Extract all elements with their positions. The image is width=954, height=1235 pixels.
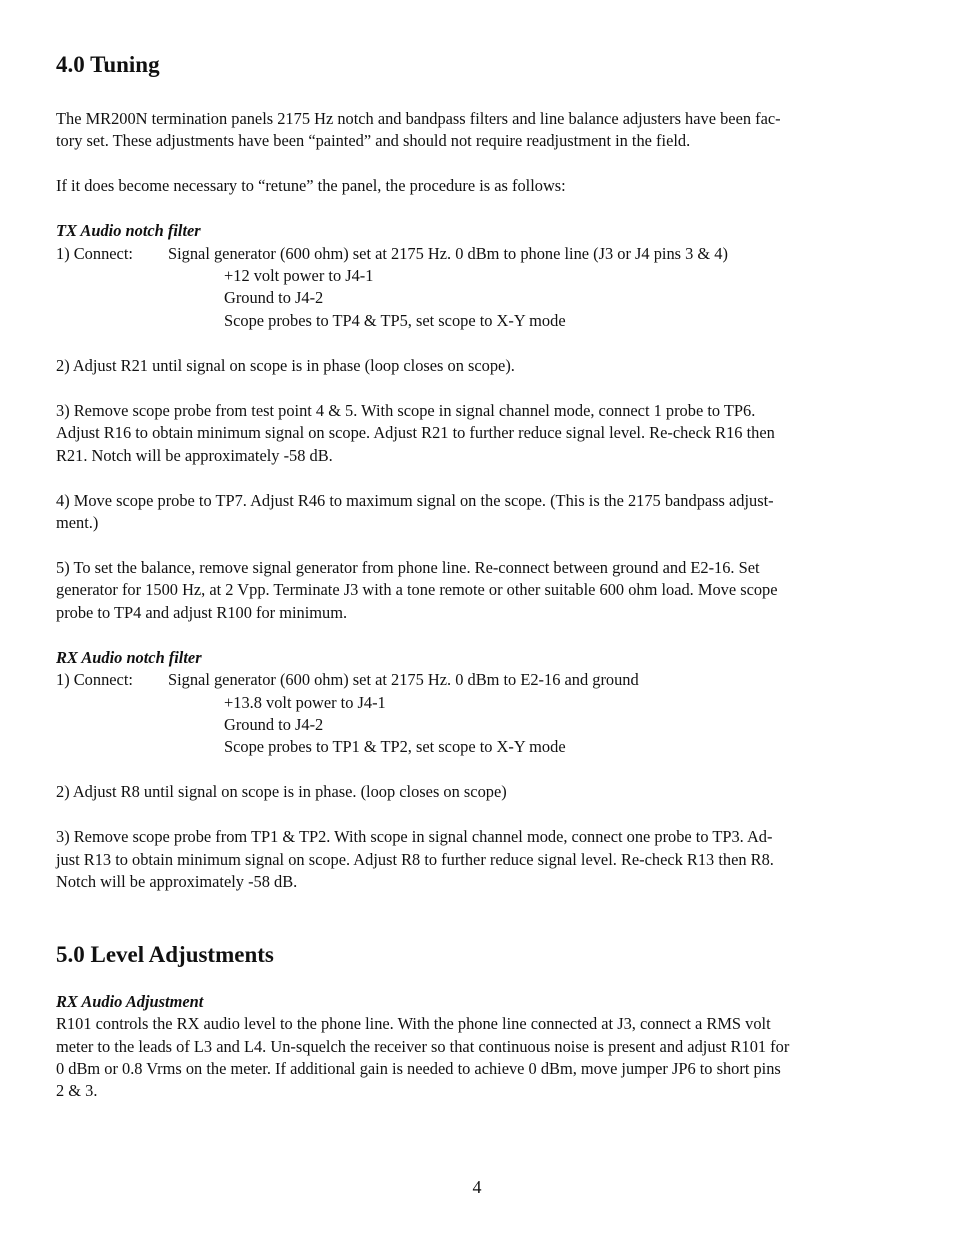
section-heading-tuning: 4.0 Tuning [56,52,160,77]
connect-item: Ground to J4-2 [224,288,324,307]
paragraph-line: tory set. These adjustments have been “painted” and should not require readjustment in the field. [56,131,691,150]
paragraph-line: R101 controls the RX audio level to the phone line. With the phone line connected at J3, connect a RMS volt [56,1014,771,1033]
paragraph-line: just R13 to obtain minimum signal on scope. Adjust R8 to further reduce signal level. Re-check R13 then R8. [56,850,774,869]
page-number: 4 [472,1177,482,1197]
paragraph-line: 3) Remove scope probe from test point 4 & 5. With scope in signal channel mode, connect 1 probe to TP6. [56,401,756,420]
paragraph-line: Adjust R16 to obtain minimum signal on scope. Adjust R21 to further reduce signal level. Re-check R16 then [56,423,775,442]
paragraph-line: Notch will be approximately -58 dB. [56,872,298,891]
connect-item: Signal generator (600 ohm) set at 2175 Hz. 0 dBm to phone line (J3 or J4 pins 3 & 4) [168,244,728,263]
paragraph-line: ment.) [56,513,99,532]
paragraph-line: generator for 1500 Hz, at 2 Vpp. Terminate J3 with a tone remote or other suitable 600 ohm load. Move scope [56,580,778,599]
paragraph-line: 4) Move scope probe to TP7. Adjust R46 to maximum signal on the scope. (This is the 2175 bandpass adjust- [56,491,774,510]
paragraph-line: 2) Adjust R21 until signal on scope is in phase (loop closes on scope). [56,356,515,375]
step-label: 1) Connect: [56,670,133,689]
paragraph-line: probe to TP4 and adjust R100 for minimum. [56,603,348,622]
paragraph-line: 5) To set the balance, remove signal generator from phone line. Re-connect between ground and E2-16. Set [56,558,760,577]
paragraph-line: 2 & 3. [56,1081,98,1100]
paragraph-line: 2) Adjust R8 until signal on scope is in phase. (loop closes on scope) [56,782,507,801]
step-label: 1) Connect: [56,244,133,263]
paragraph-line: R21. Notch will be approximately -58 dB. [56,446,333,465]
paragraph-line: The MR200N termination panels 2175 Hz notch and bandpass filters and line balance adjusters have been fac- [56,109,781,128]
section-heading-level-adjustments: 5.0 Level Adjustments [56,942,274,967]
paragraph-line: If it does become necessary to “retune” the panel, the procedure is as follows: [56,176,566,195]
connect-item: Scope probes to TP1 & TP2, set scope to X-Y mode [224,737,566,756]
connect-item: Ground to J4-2 [224,715,324,734]
connect-item: +13.8 volt power to J4-1 [224,693,386,712]
subheading-rx-audio-notch: RX Audio notch filter [56,648,202,667]
subheading-rx-audio-adjustment: RX Audio Adjustment [56,992,204,1011]
connect-item: Signal generator (600 ohm) set at 2175 Hz. 0 dBm to E2-16 and ground [168,670,639,689]
connect-item: Scope probes to TP4 & TP5, set scope to X-Y mode [224,311,566,330]
connect-item: +12 volt power to J4-1 [224,266,374,285]
paragraph-line: 0 dBm or 0.8 Vrms on the meter. If additional gain is needed to achieve 0 dBm, move jumper JP6 to short pins [56,1059,781,1078]
paragraph-line: 3) Remove scope probe from TP1 & TP2. With scope in signal channel mode, connect one probe to TP3. Ad- [56,827,773,846]
subheading-tx-audio-notch: TX Audio notch filter [56,221,201,240]
paragraph-line: meter to the leads of L3 and L4. Un-squelch the receiver so that continuous noise is present and adjust R101 for [56,1037,790,1056]
